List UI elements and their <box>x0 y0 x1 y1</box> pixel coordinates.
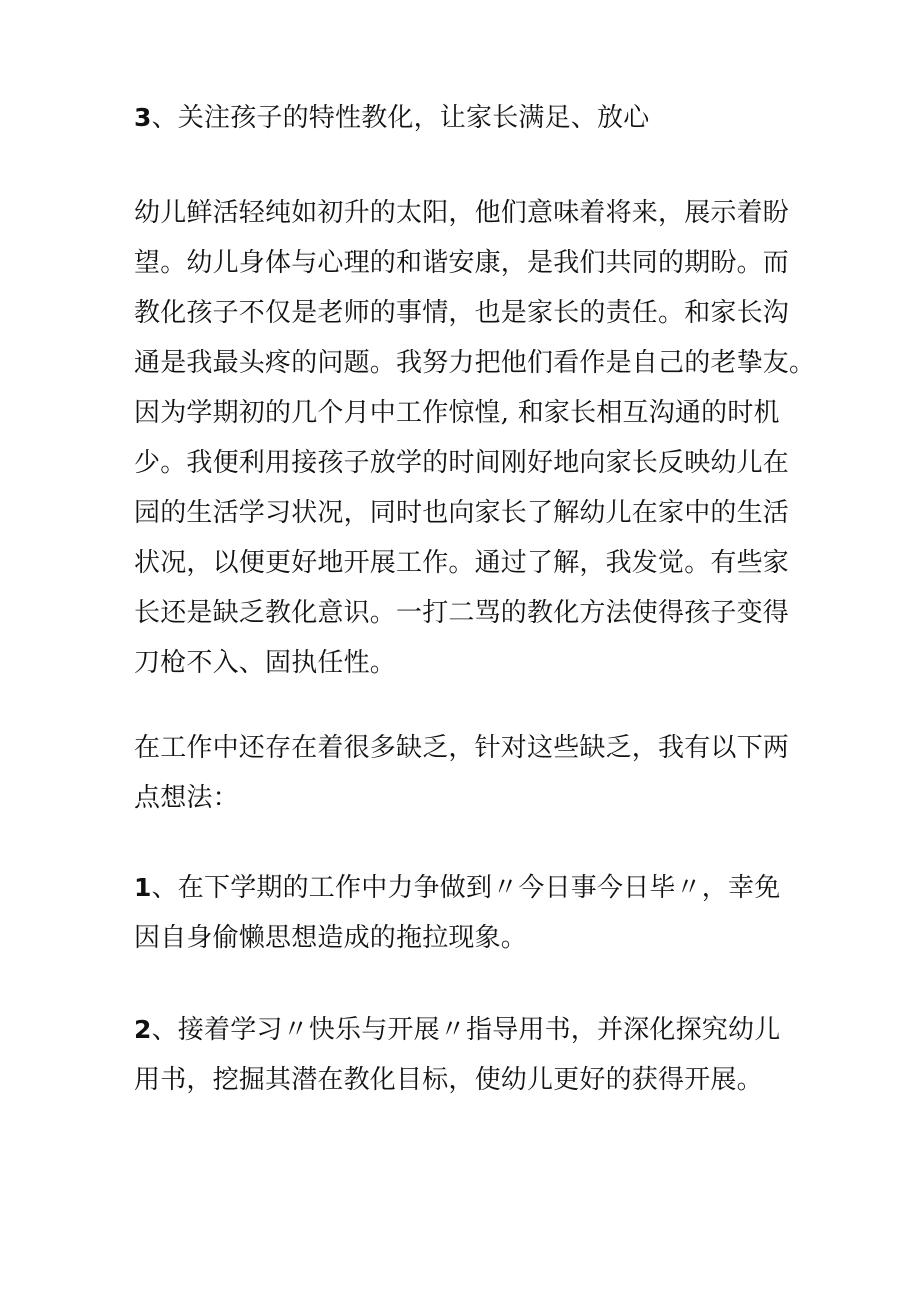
paragraph-line: 点想法： <box>134 783 239 813</box>
list-item-line: 用书，挖掘其潜在教化目标，使幼儿更好的获得开展。 <box>134 1065 763 1095</box>
list-item-number: 2 <box>134 1015 152 1044</box>
section-3-heading <box>134 100 649 136</box>
paragraph-line: 长还是缺乏教化意识。一打二骂的教化方法使得孩子变得 <box>134 598 790 628</box>
list-item-number: 1 <box>134 873 152 902</box>
list-item-text: 、在下学期的工作中力争做到〃今日事今日毕〃，幸免 <box>151 873 781 903</box>
list-item-line: 因自身偷懒思想造成的拖拉现象。 <box>134 923 528 953</box>
paragraph-line: 通是我最头疼的问题。我努力把他们看作是自己的老挚友。 <box>134 348 816 378</box>
paragraph-line: 状况，以便更好地开展工作。通过了解，我发觉。有些家 <box>134 548 790 578</box>
paragraph-line: 刀枪不入、固执任性。 <box>134 648 397 678</box>
list-item-text: 、接着学习〃快乐与开展〃指导用书，并深化探究幼儿 <box>151 1015 781 1045</box>
paragraph-line: 因为学期初的几个月中工作惊惶, 和家长相互沟通的时机 <box>134 398 780 428</box>
section-number: 3 <box>134 103 152 132</box>
list-item-line <box>134 870 780 906</box>
paragraph-line: 园的生活学习状况，同时也向家长了解幼儿在家中的生活 <box>134 498 790 528</box>
section-title: 、关注孩子的特性教化，让家长满足、放心 <box>151 103 650 133</box>
paragraph-line: 在工作中还存在着很多缺乏，针对这些缺乏，我有以下两 <box>134 733 790 763</box>
paragraph-line: 教化孩子不仅是老师的事情，也是家长的责任。和家长沟 <box>134 298 790 328</box>
paragraph-line: 少。我便利用接孩子放学的时间刚好地向家长反映幼儿在 <box>134 448 790 478</box>
list-item-line <box>134 1012 780 1048</box>
paragraph-line: 幼儿鲜活轻纯如初升的太阳，他们意味着将来，展示着盼 <box>134 198 790 228</box>
paragraph-line: 望。幼儿身体与心理的和谐安康，是我们共同的期盼。而 <box>134 248 790 278</box>
